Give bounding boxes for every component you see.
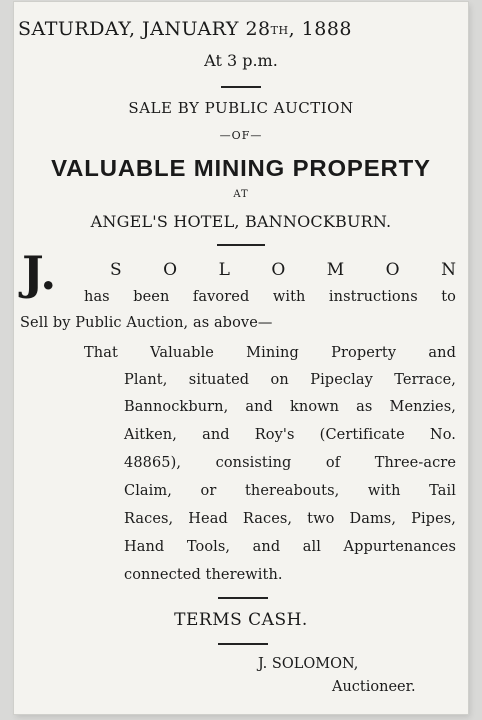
surname-spaced bbox=[110, 260, 456, 280]
surname-letter: N bbox=[441, 260, 456, 280]
at-line: AT bbox=[233, 189, 249, 200]
date-suffix: TH bbox=[270, 24, 289, 37]
sale-heading: SALE BY PUBLIC AUCTION bbox=[128, 99, 354, 117]
description-line: Aitken, and Roy's (Certificate No. bbox=[124, 427, 456, 443]
date-heading bbox=[18, 18, 464, 40]
description-line: Plant, situated on Pipeclay Terrace, bbox=[124, 372, 456, 388]
divider-rule bbox=[218, 597, 268, 599]
time-line: At 3 p.m. bbox=[204, 51, 278, 70]
date-main: SATURDAY, JANUARY 28 bbox=[18, 18, 271, 40]
surname-letter: O bbox=[163, 260, 178, 280]
divider-rule bbox=[217, 244, 265, 246]
description-line: Bannockburn, and known as Menzies, bbox=[124, 399, 456, 415]
date-year: , 1888 bbox=[288, 18, 353, 40]
intro-line: Sell by Public Auction, as above— bbox=[20, 315, 273, 331]
intro-line: has been favored with instructions to bbox=[84, 289, 456, 305]
auctioneer-title: Auctioneer. bbox=[332, 679, 416, 695]
description-line: Hand Tools, and all Appurtenances bbox=[124, 539, 456, 555]
auctioneer-name: J. SOLOMON, bbox=[258, 656, 359, 672]
surname-letter: L bbox=[218, 260, 230, 280]
auction-notice bbox=[14, 2, 468, 714]
surname-letter: O bbox=[385, 260, 400, 280]
divider-rule bbox=[221, 86, 261, 88]
description-line: That Valuable Mining Property and bbox=[84, 345, 456, 361]
property-title: VALUABLE MINING PROPERTY bbox=[51, 155, 431, 181]
divider-rule bbox=[218, 643, 268, 645]
description-line: connected therewith. bbox=[124, 567, 283, 583]
terms-line: TERMS CASH. bbox=[174, 610, 308, 630]
surname-letter: S bbox=[110, 260, 122, 280]
of-line: —OF— bbox=[219, 129, 263, 142]
description-line: 48865), consisting of Three-acre bbox=[124, 455, 456, 471]
surname-letter: M bbox=[326, 260, 345, 280]
drop-initial: J. bbox=[22, 246, 57, 300]
description-line: Claim, or thereabouts, with Tail bbox=[124, 483, 456, 499]
surname-letter: O bbox=[271, 260, 286, 280]
description-line: Races, Head Races, two Dams, Pipes, bbox=[124, 511, 456, 527]
location-line: ANGEL'S HOTEL, BANNOCKBURN. bbox=[90, 212, 392, 231]
